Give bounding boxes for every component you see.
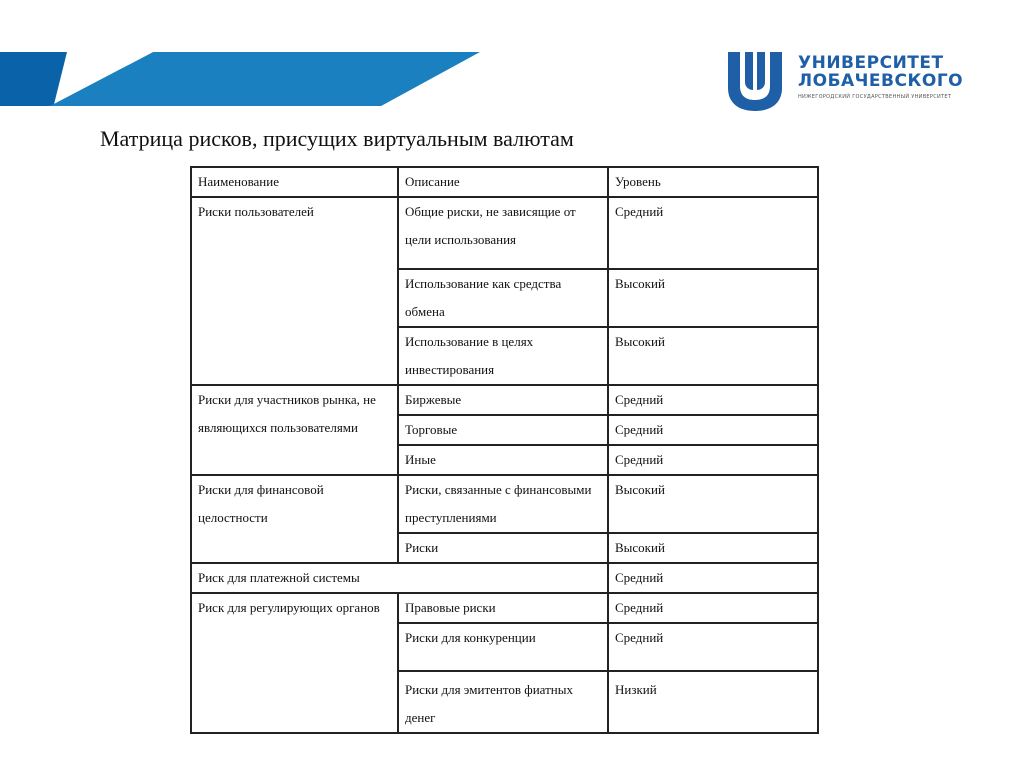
description-cell: Иные bbox=[398, 445, 608, 475]
header-band-dark bbox=[0, 52, 67, 106]
level-cell: Средний bbox=[608, 593, 818, 623]
description-cell: Риски bbox=[398, 533, 608, 563]
column-header-level: Уровень bbox=[608, 167, 818, 197]
level-cell: Средний bbox=[608, 385, 818, 415]
university-logo bbox=[726, 47, 964, 117]
table-header-row bbox=[191, 167, 818, 197]
description-cell: Торговые bbox=[398, 415, 608, 445]
level-cell: Высокий bbox=[608, 533, 818, 563]
group-name-cell: Риск для платежной системы bbox=[191, 563, 608, 593]
level-cell: Высокий bbox=[608, 269, 818, 327]
description-cell: Общие риски, не зависящие от цели использования bbox=[398, 197, 608, 269]
description-cell: Риски, связанные с финансовыми преступлениями bbox=[398, 475, 608, 533]
group-name-cell: Риск для регулирующих органов bbox=[191, 593, 398, 733]
logo-text-line2: ЛОБАЧЕВСКОГО bbox=[798, 71, 964, 91]
level-cell: Высокий bbox=[608, 475, 818, 533]
description-cell: Риски для конкуренции bbox=[398, 623, 608, 671]
table-row bbox=[191, 197, 818, 269]
university-logo-mark-icon bbox=[726, 50, 784, 112]
description-cell: Использование в целях инвестирования bbox=[398, 327, 608, 385]
description-cell: Риски для эмитентов фиатных денег bbox=[398, 671, 608, 733]
description-cell: Правовые риски bbox=[398, 593, 608, 623]
header-band-main bbox=[50, 52, 480, 106]
level-cell: Средний bbox=[608, 445, 818, 475]
table-row bbox=[191, 593, 818, 623]
logo-text-line1: УНИВЕРСИТЕТ bbox=[798, 53, 944, 73]
level-cell: Средний bbox=[608, 415, 818, 445]
description-cell: Использование как средства обмена bbox=[398, 269, 608, 327]
level-cell: Средний bbox=[608, 197, 818, 269]
column-header-name: Наименование bbox=[191, 167, 398, 197]
level-cell: Средний bbox=[608, 563, 818, 593]
table-row bbox=[191, 475, 818, 533]
level-cell: Средний bbox=[608, 623, 818, 671]
level-cell: Низкий bbox=[608, 671, 818, 733]
group-name-cell: Риски для финансовой целостности bbox=[191, 475, 398, 563]
page-title: Матрица рисков, присущих виртуальным валютам bbox=[100, 126, 574, 151]
table-row bbox=[191, 385, 818, 415]
logo-subtitle: НИЖЕГОРОДСКИЙ ГОСУДАРСТВЕННЫЙ УНИВЕРСИТЕТ bbox=[798, 94, 952, 100]
risk-matrix-table bbox=[190, 166, 819, 734]
level-cell: Высокий bbox=[608, 327, 818, 385]
column-header-description: Описание bbox=[398, 167, 608, 197]
table-row bbox=[191, 563, 818, 593]
group-name-cell: Риски пользователей bbox=[191, 197, 398, 385]
description-cell: Биржевые bbox=[398, 385, 608, 415]
group-name-cell: Риски для участников рынка, не являющихся пользователями bbox=[191, 385, 398, 475]
